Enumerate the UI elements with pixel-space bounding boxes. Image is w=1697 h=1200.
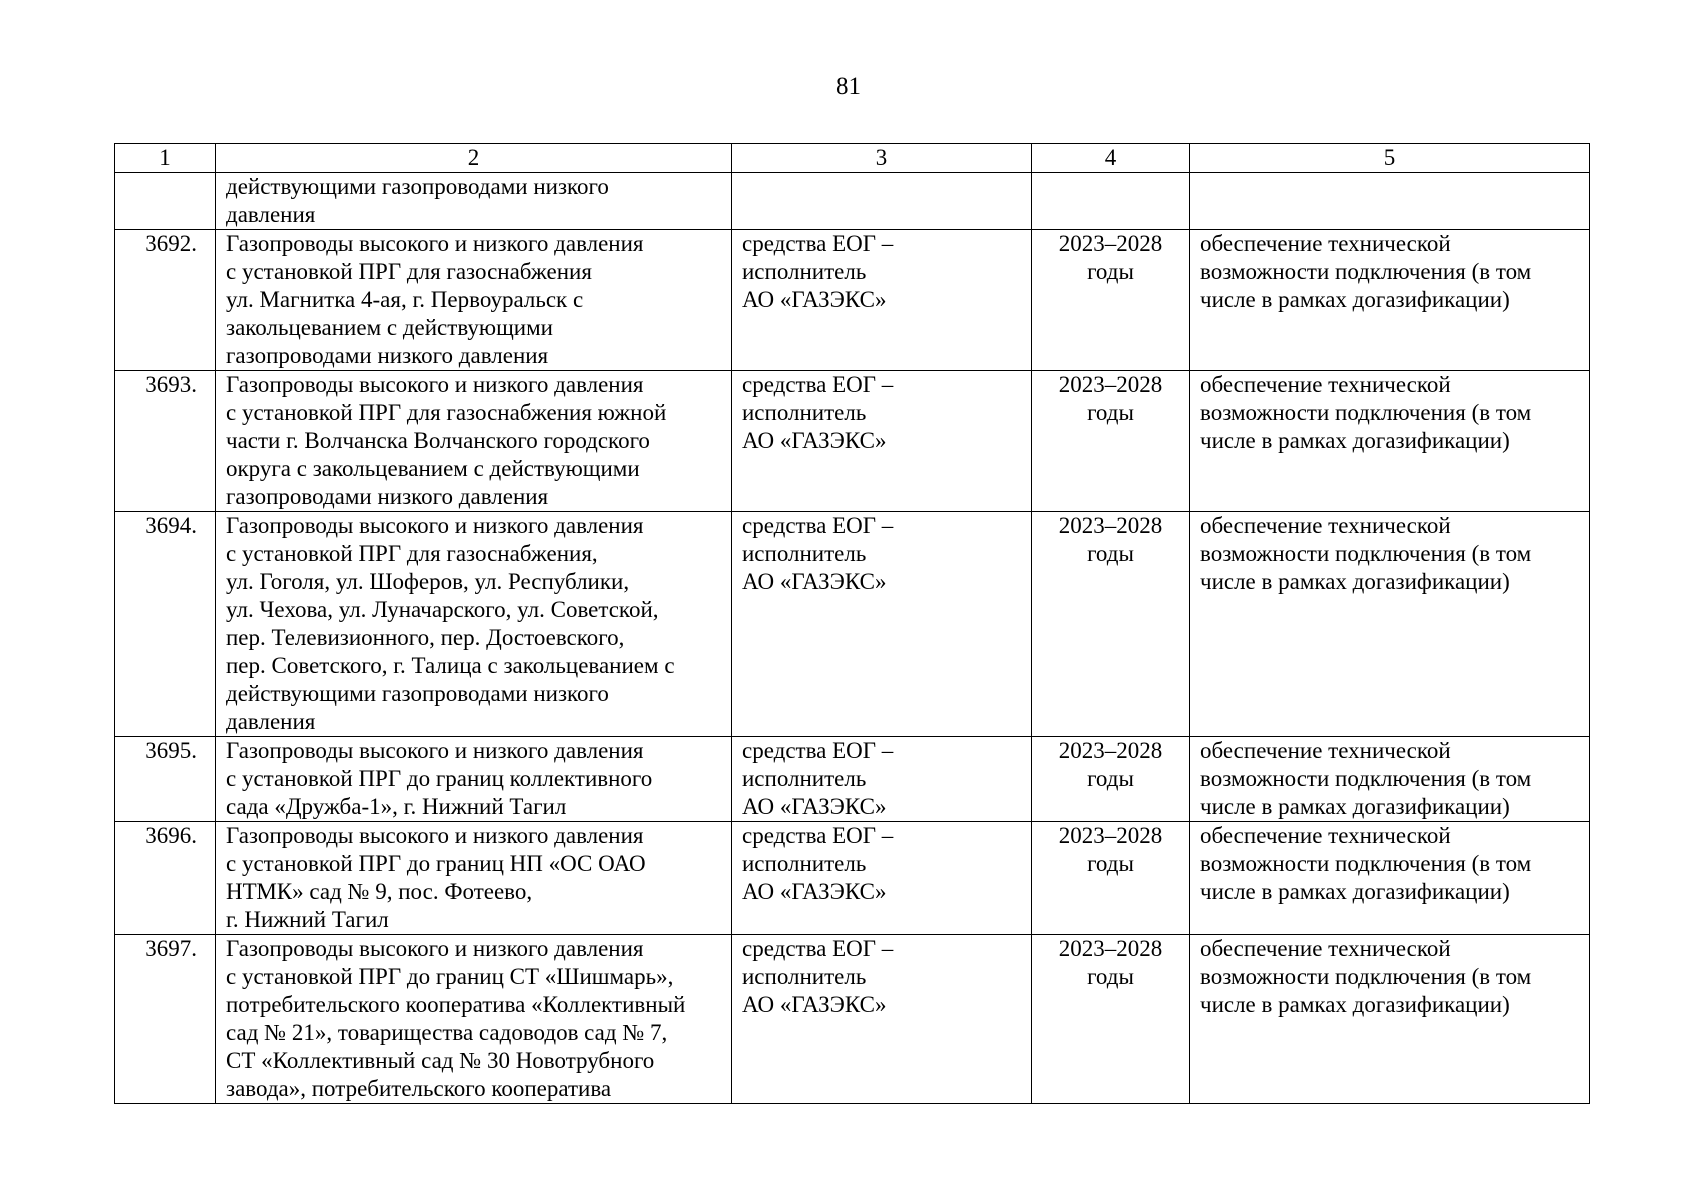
purpose-cell: обеспечение технической возможности подключения (в том числе в рамках догазификации) — [1190, 371, 1590, 512]
purpose-cell — [1190, 173, 1590, 230]
column-header: 4 — [1032, 144, 1190, 173]
funding-source-cell: средства ЕОГ – исполнитель АО «ГАЗЭКС» — [732, 371, 1032, 512]
period-cell: 2023–2028 годы — [1032, 737, 1190, 822]
funding-source-cell: средства ЕОГ – исполнитель АО «ГАЗЭКС» — [732, 935, 1032, 1104]
object-description-cell: Газопроводы высокого и низкого давления с установкой ПРГ до границ СТ «Шишмарь», потребительского кооператива «Коллективный сад № 21», товарищества садоводов сад № 7, СТ «Коллективный сад № 30 Новотрубного завода», потребительского кооператива — [216, 935, 732, 1104]
purpose-cell: обеспечение технической возможности подключения (в том числе в рамках догазификации) — [1190, 822, 1590, 935]
funding-source-cell: средства ЕОГ – исполнитель АО «ГАЗЭКС» — [732, 230, 1032, 371]
table-row — [115, 822, 1590, 935]
purpose-cell: обеспечение технической возможности подключения (в том числе в рамках догазификации) — [1190, 512, 1590, 737]
period-cell: 2023–2028 годы — [1032, 371, 1190, 512]
period-cell: 2023–2028 годы — [1032, 230, 1190, 371]
object-description-cell: действующими газопроводами низкого давления — [216, 173, 732, 230]
row-number-cell — [115, 173, 216, 230]
object-description-cell: Газопроводы высокого и низкого давления с установкой ПРГ для газоснабжения ул. Магнитка 4-ая, г. Первоуральск с закольцеванием с действующими газопроводами низкого давления — [216, 230, 732, 371]
table-row — [115, 512, 1590, 737]
funding-source-cell: средства ЕОГ – исполнитель АО «ГАЗЭКС» — [732, 512, 1032, 737]
table-row — [115, 230, 1590, 371]
object-description-cell: Газопроводы высокого и низкого давления с установкой ПРГ для газоснабжения, ул. Гоголя, ул. Шоферов, ул. Республики, ул. Чехова, ул. Луначарского, ул. Советской, пер. Телевизионного, пер. Достоевского, пер. Советского, г. Талица с закольцеванием с действующими газопроводами низкого давления — [216, 512, 732, 737]
column-header: 5 — [1190, 144, 1590, 173]
data-table — [114, 143, 1590, 1104]
period-cell: 2023–2028 годы — [1032, 822, 1190, 935]
purpose-cell: обеспечение технической возможности подключения (в том числе в рамках догазификации) — [1190, 737, 1590, 822]
table-row — [115, 371, 1590, 512]
table-row — [115, 737, 1590, 822]
continuation-row — [115, 173, 1590, 230]
period-cell: 2023–2028 годы — [1032, 512, 1190, 737]
column-header: 1 — [115, 144, 216, 173]
period-cell — [1032, 173, 1190, 230]
funding-source-cell — [732, 173, 1032, 230]
funding-source-cell: средства ЕОГ – исполнитель АО «ГАЗЭКС» — [732, 737, 1032, 822]
object-description-cell: Газопроводы высокого и низкого давления с установкой ПРГ до границ коллективного сада «Дружба-1», г. Нижний Тагил — [216, 737, 732, 822]
column-header: 3 — [732, 144, 1032, 173]
purpose-cell: обеспечение технической возможности подключения (в том числе в рамках догазификации) — [1190, 935, 1590, 1104]
page-number: 81 — [836, 73, 861, 100]
row-number-cell: 3696. — [115, 822, 216, 935]
purpose-cell: обеспечение технической возможности подключения (в том числе в рамках догазификации) — [1190, 230, 1590, 371]
funding-source-cell: средства ЕОГ – исполнитель АО «ГАЗЭКС» — [732, 822, 1032, 935]
row-number-cell: 3692. — [115, 230, 216, 371]
column-header: 2 — [216, 144, 732, 173]
period-cell: 2023–2028 годы — [1032, 935, 1190, 1104]
object-description-cell: Газопроводы высокого и низкого давления с установкой ПРГ до границ НП «ОС ОАО НТМК» сад № 9, пос. Фотеево, г. Нижний Тагил — [216, 822, 732, 935]
table-row — [115, 935, 1590, 1104]
row-number-cell: 3693. — [115, 371, 216, 512]
row-number-cell: 3697. — [115, 935, 216, 1104]
row-number-cell: 3694. — [115, 512, 216, 737]
object-description-cell: Газопроводы высокого и низкого давления с установкой ПРГ для газоснабжения южной части г. Волчанска Волчанского городского округа с закольцеванием с действующими газопроводами низкого давления — [216, 371, 732, 512]
row-number-cell: 3695. — [115, 737, 216, 822]
table-header-row — [115, 144, 1590, 173]
